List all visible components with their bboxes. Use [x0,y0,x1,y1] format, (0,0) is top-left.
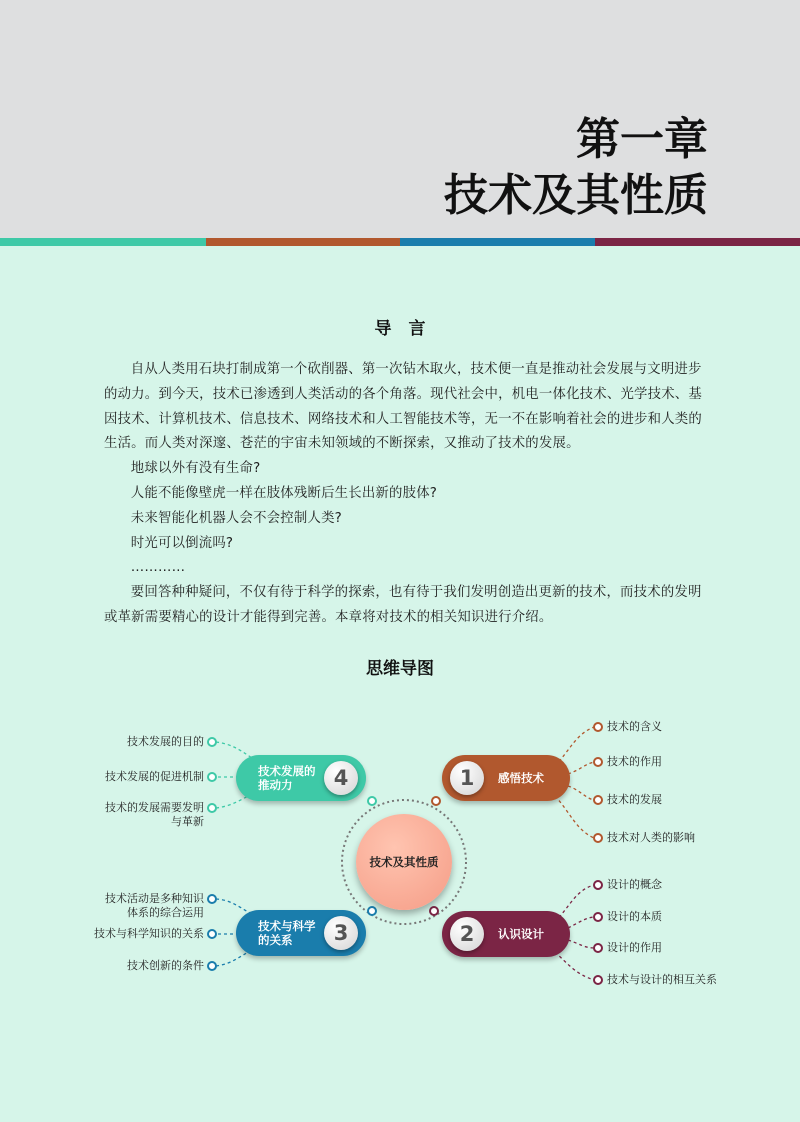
question: 时光可以倒流吗? [130,535,234,551]
branch-label: 感悟技术 [498,771,544,785]
chapter-title [444,112,708,224]
color-bar [0,238,800,246]
leaf-label: 技术的含义 [607,720,662,733]
intro-text [104,358,710,631]
leaf-label: 技术的发展 [607,793,662,806]
leaf-label: 技术与设计的相互关系 [607,973,717,986]
branch-number-badge: 1 [450,761,484,795]
branch-label: 技术发展的 推动力 [258,764,316,792]
question: 人能不能像壁虎一样在肢体残断后生长出新的肢体? [130,485,438,501]
leaf-label: 技术对人类的影响 [607,831,695,844]
color-bar-segment [206,238,400,246]
color-bar-segment [0,238,206,246]
leaf-label: 技术创新的条件 [127,959,204,972]
leaf-label: 技术活动是多种知识 体系的综合运用 [105,892,204,919]
branch-label: 认识设计 [498,927,544,941]
branch-number-badge: 2 [450,917,484,951]
branch-number-badge: 3 [324,916,358,950]
branch-node-3 [236,910,366,956]
intro-heading: 导 言 [374,319,426,339]
mindmap-heading: 思维导图 [366,659,434,679]
branch-number-badge: 4 [324,761,358,795]
leaf-label: 技术发展的目的 [127,735,204,748]
branch-node-2 [442,911,570,957]
question: 未来智能化机器人会不会控制人类? [130,510,342,526]
color-bar-segment [400,238,595,246]
color-bar-segment [595,238,800,246]
intro-paragraph: 要回答种种疑问，不仅有待于科学的探索，也有待于我们发明创造出更新的技术，而技术的发明或革新需要精心的设计才能得到完善。本章将对技术的相关知识进行介绍。 [104,585,702,625]
chapter-name: 技术及其性质 [444,170,708,221]
mind-map [0,700,800,1020]
leaf-label: 技术与科学知识的关系 [94,927,204,940]
leaf-label: 设计的本质 [607,910,662,923]
leaf-label: 技术的作用 [607,755,662,768]
leaf-label: 设计的概念 [607,878,662,891]
leaf-label: 技术的发展需要发明 与革新 [105,801,204,828]
leaf-label: 设计的作用 [607,941,662,954]
chapter-number: 第一章 [576,114,708,165]
chapter-header [0,0,800,238]
branch-label: 技术与科学 的关系 [258,919,316,947]
intro-paragraph: 自从人类用石块打制成第一个砍削器、第一次钻木取火，技术便一直是推动社会发展与文明进步的动力。到今天，技术已渗透到人类活动的各个角落。现代社会中，机电一体化技术、光学技术、基因技术、计算机技术、信息技术、网络技术和人工智能技术等，无一不在影响着社会的进步和人类的生活。而人类对深邃、苍茫的宇宙未知领域的不断探索，又推动了技术的发展。 [104,362,702,452]
branch-node-4 [236,755,366,801]
branch-node-1 [442,755,570,801]
question: 地球以外有没有生命? [130,461,261,477]
mindmap-center-node: 技术及其性质 [356,814,452,910]
ellipsis: ………… [130,560,186,576]
leaf-label: 技术发展的促进机制 [105,770,204,783]
